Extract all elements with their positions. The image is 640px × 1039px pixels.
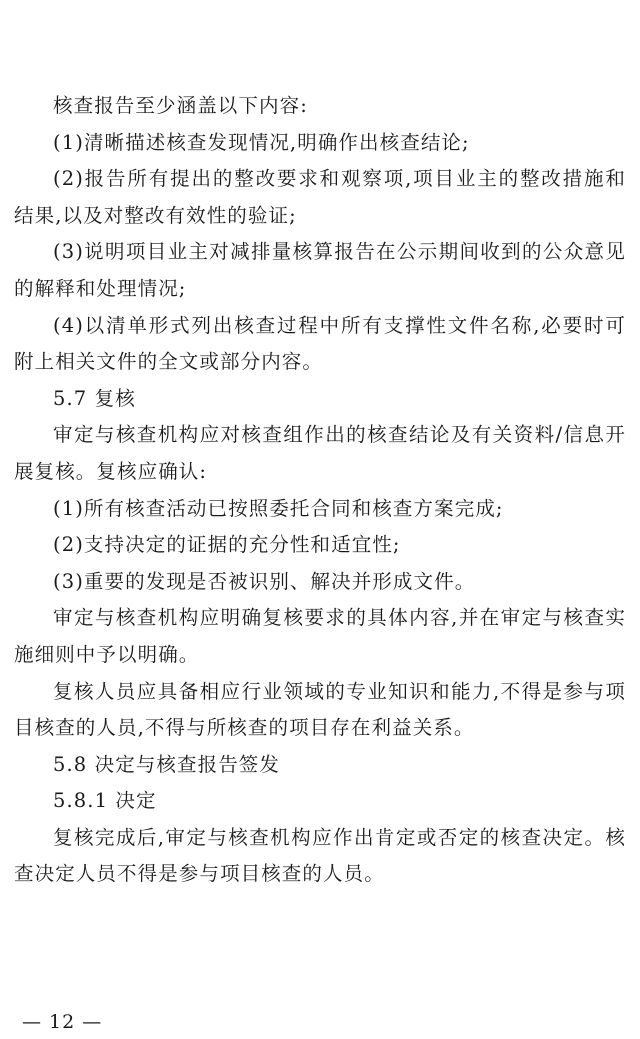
section-heading-5-8-1: 5.8.1 决定 — [53, 789, 157, 813]
list-item-4: (4)以清单形式列出核查过程中所有支撑性文件名称,必要时可附上相关文件的全文或部分内容。 — [14, 313, 626, 374]
review-item-3: (3)重要的发现是否被识别、解决并形成文件。 — [53, 569, 476, 593]
paragraph-review: 审定与核查机构应对核查组作出的核查结论及有关资料/信息开展复核。复核应确认: — [14, 423, 626, 483]
list-item-2: (2)报告所有提出的整改要求和观察项,项目业主的整改措施和结果,以及对整改有效性的验证; — [14, 167, 626, 227]
list-item-3: (3)说明项目业主对减排量核算报告在公示期间收到的公众意见的解释和处理情况; — [14, 240, 626, 300]
review-item-2: (2)支持决定的证据的充分性和适宜性; — [53, 533, 401, 557]
paragraph-review-requirements: 审定与核查机构应明确复核要求的具体内容,并在审定与核查实施细则中予以明确。 — [14, 606, 626, 666]
review-item-1: (1)所有核查活动已按照委托合同和核查方案完成; — [53, 496, 504, 520]
paragraph-reviewer-qualification: 复核人员应具备相应行业领域的专业知识和能力,不得是参与项目核查的人员,不得与所核查的项目存在利益关系。 — [14, 679, 626, 740]
paragraph-decision: 复核完成后,审定与核查机构应作出肯定或否定的核查决定。核查决定人员不得是参与项目核查的人员。 — [14, 825, 626, 886]
section-heading-5-7: 5.7 复核 — [53, 386, 136, 410]
body-text — [14, 88, 626, 893]
section-heading-5-8: 5.8 决定与核查报告签发 — [53, 752, 281, 776]
paragraph-intro: 核查报告至少涵盖以下内容: — [53, 94, 308, 117]
list-item-1: (1)清晰描述核查发现情况,明确作出核查结论; — [53, 130, 470, 154]
page-number: — 12 — — [22, 1011, 103, 1033]
